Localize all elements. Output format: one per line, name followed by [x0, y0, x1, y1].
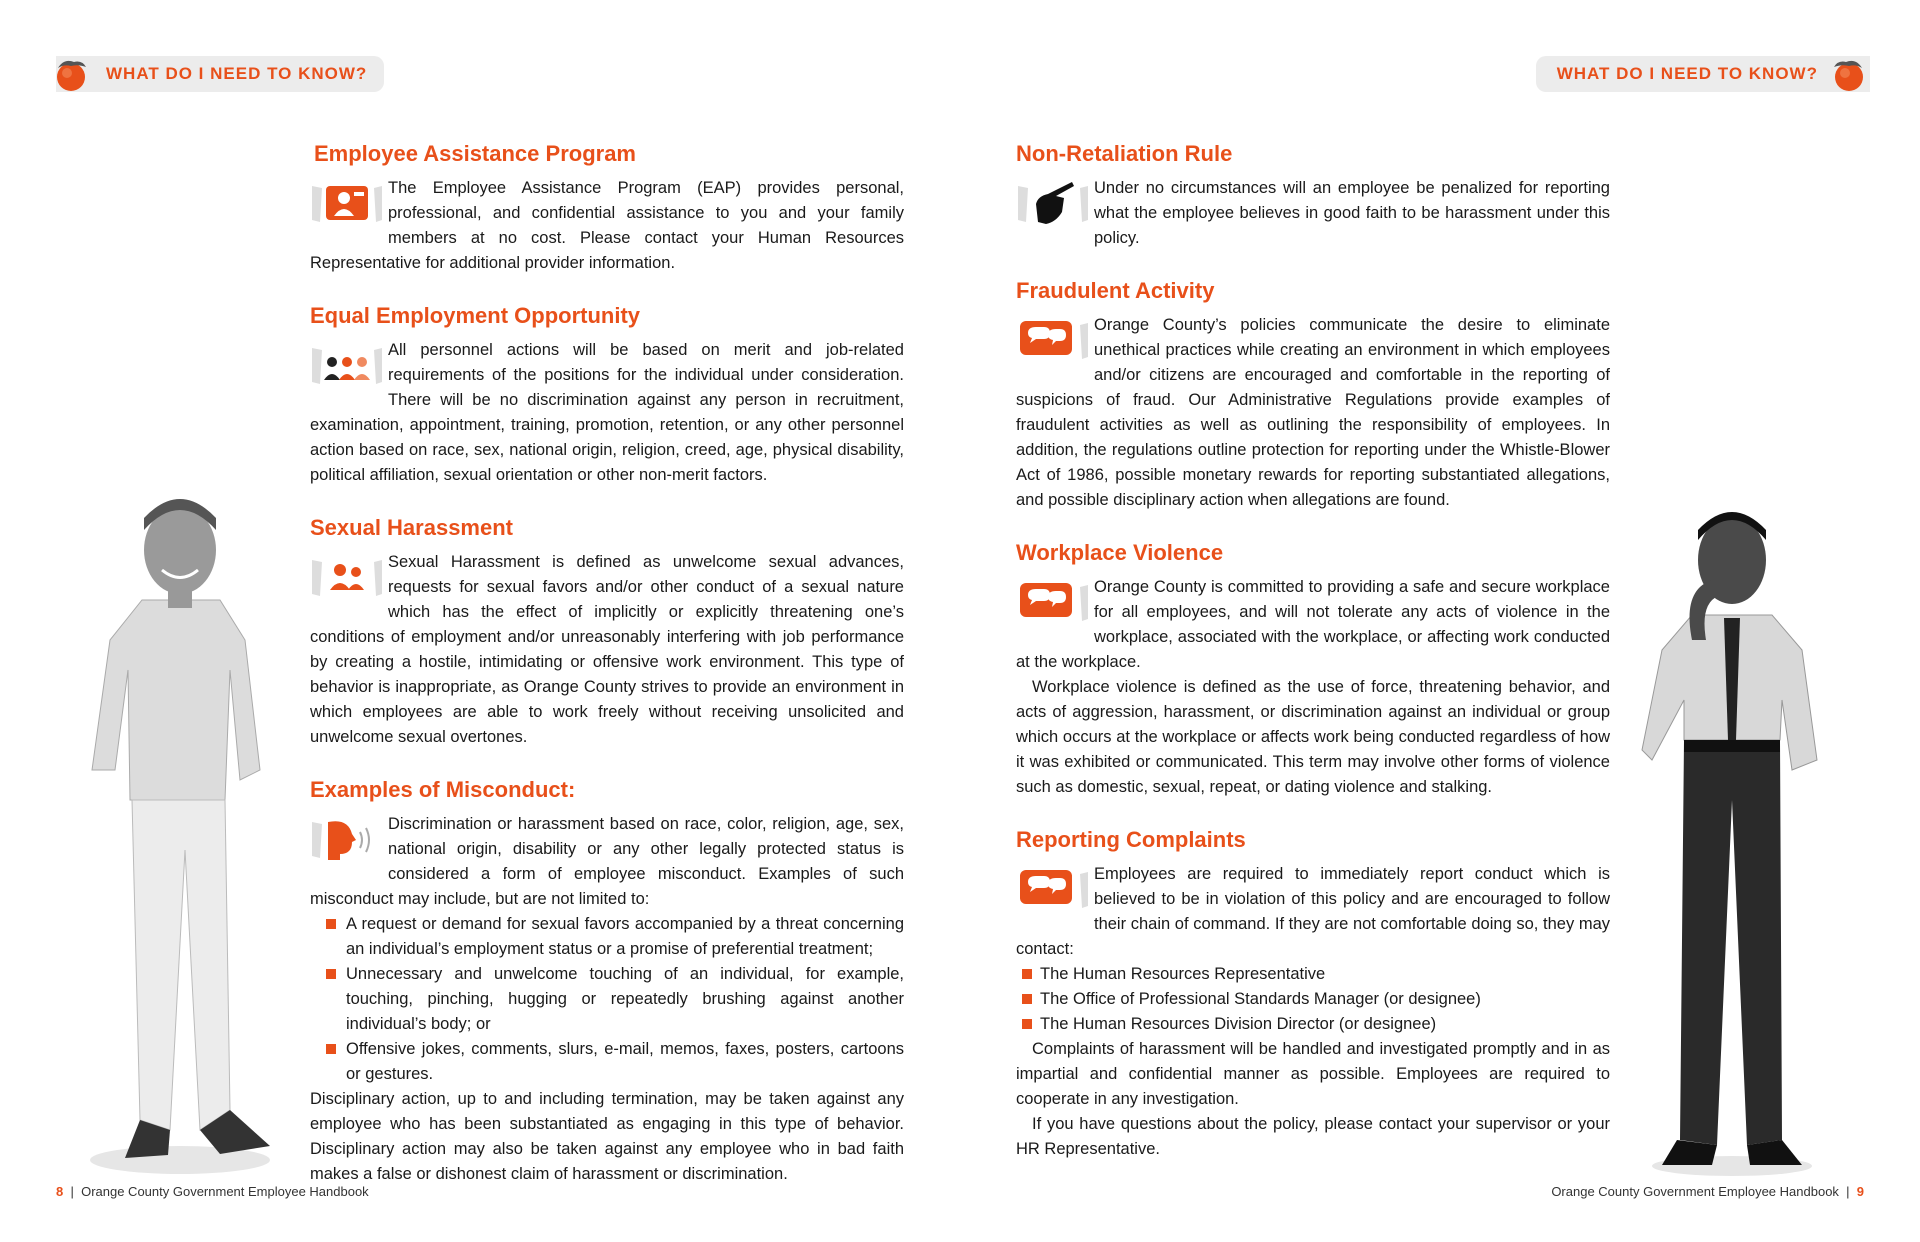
eap-heading: Employee Assistance Program	[314, 141, 636, 166]
reporting-text-3: If you have questions about the policy, please contact your supervisor or your HR Representative.	[1016, 1115, 1610, 1158]
two-people-icon	[310, 552, 384, 602]
sh-heading: Sexual Harassment	[310, 515, 513, 540]
list-item: Unnecessary and unwelcome touching of an individual, for example, touching, pinching, hugging or repeatedly brushing against another individual’s body; or	[346, 962, 904, 1037]
reporting-text-2: Complaints of harassment will be handled and investigated promptly and in as impartial and confidential manner as possible. Employees are required to cooperate in any investigation.	[1016, 1040, 1610, 1108]
misconduct-closing: Disciplinary action, up to and including termination, may be taken against any employee who has been substantiated as engaging in this type of behavior. Disciplinary action may also be taken against any employee who in bad faith makes a false or dishonest claim of harassment or discrimination.	[310, 1090, 904, 1183]
misconduct-heading: Examples of Misconduct:	[310, 777, 576, 802]
right-page-content	[1016, 140, 1610, 1188]
list-item: The Human Resources Representative	[1040, 962, 1610, 987]
eeo-text: All personnel actions will be based on merit and job-related requirements of the positions for the individual under consideration. There will be no discrimination against any person in recruitment, examination, appointment, training, promotion, retention, or any other personnel action based on race, sex, national origin, religion, creed, age, physical disability, political affiliation, sexual orientation or other non-merit factors.	[310, 341, 904, 484]
footer-title-right: Orange County Government Employee Handbook	[1551, 1184, 1839, 1199]
header-title-left: WHAT DO I NEED TO KNOW?	[106, 64, 368, 83]
nonret-heading: Non-Retaliation Rule	[1016, 141, 1233, 166]
eap-text: The Employee Assistance Program (EAP) provides personal, professional, and confidential assistance to you and your family members at no cost. Please contact your Human Resources Representative for additional provider information.	[310, 179, 904, 272]
eeo-heading: Equal Employment Opportunity	[310, 303, 641, 328]
list-item: The Human Resources Division Director (or designee)	[1040, 1012, 1610, 1037]
misconduct-list	[310, 912, 904, 1087]
list-item: A request or demand for sexual favors accompanied by a threat concerning an individual’s employment status or a promise of preferential treatment;	[346, 912, 904, 962]
man-photo	[70, 470, 280, 1182]
list-item: Offensive jokes, comments, slurs, e-mail, memos, faxes, posters, cartoons or gestures.	[346, 1037, 904, 1087]
left-page-content	[310, 140, 904, 1213]
pointing-hand-icon	[1016, 178, 1090, 228]
speech-bubbles-icon	[1016, 577, 1090, 627]
violence-heading: Workplace Violence	[1016, 540, 1224, 565]
sexual-harassment-section	[310, 514, 904, 750]
reporting-section	[1016, 826, 1610, 1162]
reporting-heading: Reporting Complaints	[1016, 827, 1246, 852]
contacts-list	[1016, 962, 1610, 1037]
violence-text-1: Orange County is committed to providing a safe and secure workplace for all employees, and will not tolerate any acts of violence in the workplace, associated with the workplace, or affecting work conducted at the workplace.	[1016, 578, 1610, 671]
list-item: The Office of Professional Standards Manager (or designee)	[1040, 987, 1610, 1012]
misconduct-section	[310, 776, 904, 1187]
group-people-icon	[310, 340, 384, 390]
fraud-heading: Fraudulent Activity	[1016, 278, 1215, 303]
speech-bubbles-icon	[1016, 315, 1090, 365]
nonret-text: Under no circumstances will an employee be penalized for reporting what the employee believes in good faith to be harassment under this policy.	[1094, 179, 1610, 247]
fraud-text: Orange County’s policies communicate the desire to eliminate unethical practices while creating an environment in which employees and/or citizens are encouraged and comfortable in the reporting of suspicions of fraud. Our Administrative Regulations provide examples of fraudulent activities as well as outlining the responsibility of employees. In addition, the regulations outline protection for reporting under the Whistle-Blower Act of 1986, possible monetary rewards for reporting substantiated allegations, and possible disciplinary action when allegations are found.	[1016, 316, 1610, 509]
non-retaliation-section	[1016, 140, 1610, 251]
sh-text: Sexual Harassment is defined as unwelcome sexual advances, requests for sexual favors and/or other conduct of a sexual nature which has the effect of implicitly or explicitly threatening one’s conditions of employment and/or unreasonably interfering with job performance by creating a hostile, intimidating or offensive work environment. This type of behavior is inappropriate, as Orange County strives to provide an environment in which employees are able to work freely without receiving unsolicited and unwelcome sexual overtones.	[310, 553, 904, 746]
footer-title-left: Orange County Government Employee Handbook	[81, 1184, 369, 1199]
eap-section	[310, 140, 904, 276]
orange-fruit-icon	[54, 58, 88, 92]
workplace-violence-section	[1016, 539, 1610, 800]
orange-fruit-icon	[1832, 58, 1866, 92]
page-number-right: 9	[1856, 1184, 1864, 1199]
misconduct-intro: Discrimination or harassment based on race, color, religion, age, sex, national origin, disability or any other legally protected status is considered a form of employee misconduct. Examples of such misconduct may include, but are not limited to:	[310, 815, 904, 908]
eeo-section	[310, 302, 904, 488]
header-tab-left	[56, 56, 384, 92]
speech-bubbles-icon	[1016, 864, 1090, 914]
speaking-head-icon	[310, 814, 384, 864]
header-title-right: WHAT DO I NEED TO KNOW?	[1556, 64, 1818, 83]
page-number-left: 8	[56, 1184, 64, 1199]
fraud-section	[1016, 277, 1610, 513]
reporting-intro: Employees are required to immediately report conduct which is believed to be in violation of this policy and are encouraged to follow their chain of command. If they are not comfortable doing so, they may contact:	[1016, 865, 1610, 958]
violence-text-2: Workplace violence is defined as the use of force, threatening behavior, and acts of aggression, harassment, or discrimination against an individual or group which occurs at the workplace or affects work being conducted regardless of how it was exhibited or communicated. This term may involve other forms of violence such as domestic, sexual, repeat, or dating violence and stalking.	[1016, 678, 1610, 796]
footer-right: Orange County Government Employee Handbook | 9	[1551, 1184, 1864, 1199]
footer-left: 8 | Orange County Government Employee Handbook	[56, 1184, 369, 1199]
header-tab-right	[1536, 56, 1870, 92]
person-card-icon	[310, 178, 384, 228]
officer-photo	[1632, 500, 1832, 1180]
